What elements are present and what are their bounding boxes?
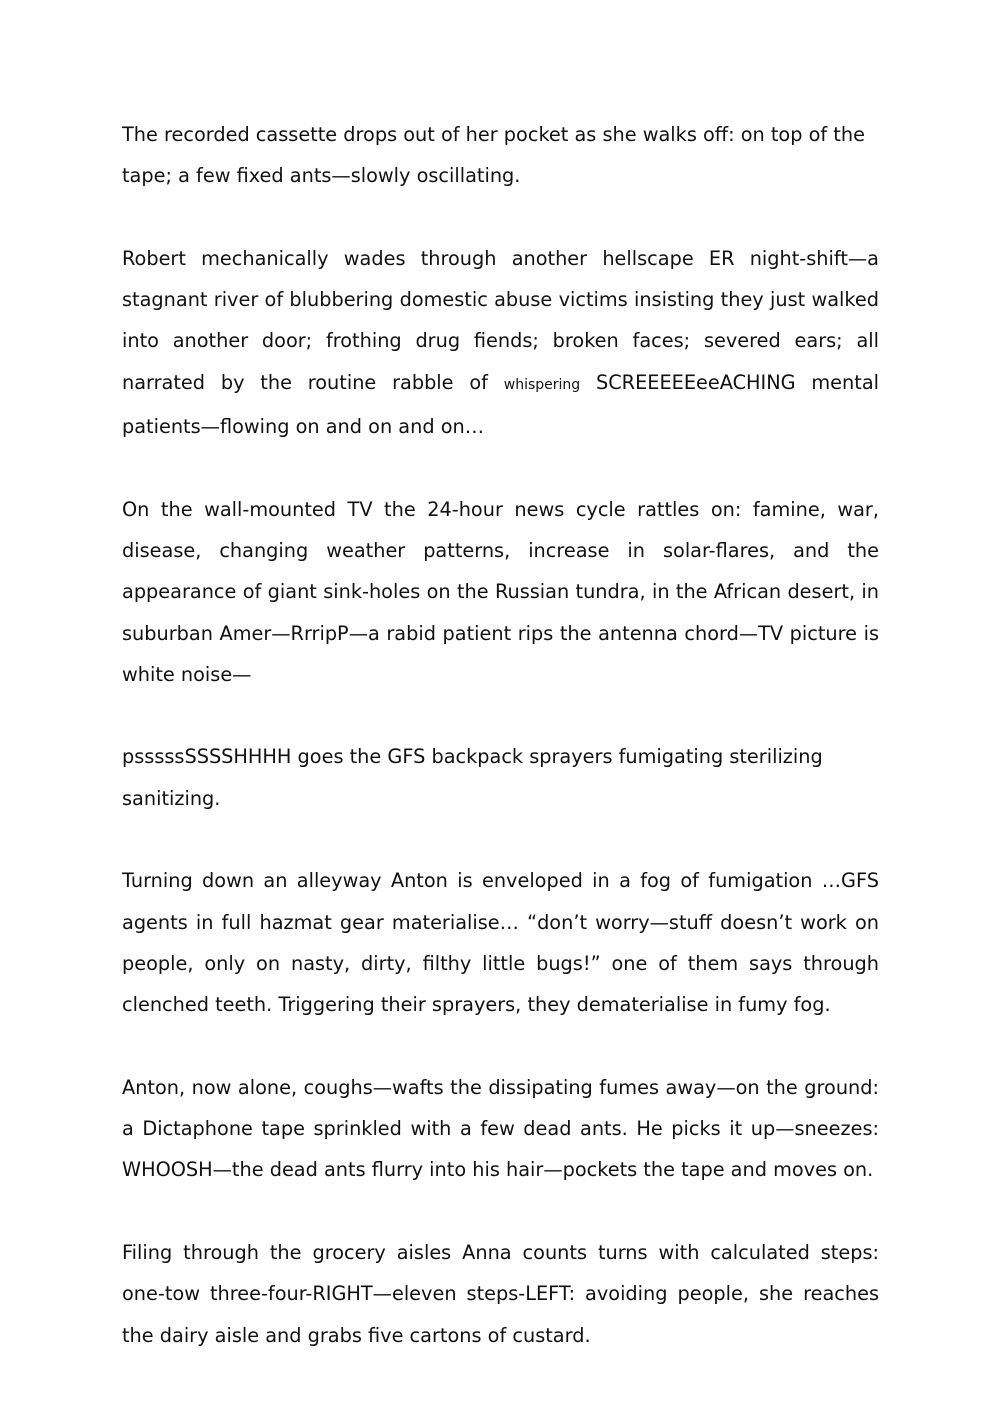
whispering-word: whispering — [503, 376, 581, 393]
paragraph-cassette: The recorded cassette drops out of her pocket as she walks off: on top of the tape; a few fixed ants—slowly oscillating. — [122, 123, 865, 188]
paragraph-alleyway: Turning down an alleyway Anton is enveloped in a fog of fumigation …GFS agents in full hazmat gear materialise… “don’t worry—stuff doesn’t work on people, only on nasty, dirty, filthy little bugs!” one of them says through clenched teeth. Triggering their sprayers, they dematerialise in fumy fog. — [122, 869, 879, 1017]
manuscript-body — [122, 114, 879, 1397]
paragraph-grocery: Filing through the grocery aisles Anna counts turns with calculated steps: one-tow three-four-RIGHT—eleven steps-LEFT: avoiding people, she reaches the dairy aisle and grabs five cartons of custard. — [122, 1241, 879, 1347]
paragraph-er-night-shift — [122, 238, 879, 447]
paragraph-dictaphone: Anton, now alone, coughs—wafts the dissipating fumes away—on the ground: a Dictaphone tape sprinkled with a few dead ants. He picks it up—sneezes: WHOOSH—the dead ants flurry into his hair—pockets the tape and moves on. — [122, 1075, 879, 1182]
paragraph-text-after: SCREEEEEeeACHING mental patients—flowing on and on and on… — [122, 370, 879, 439]
paragraph-tv-news: On the wall-mounted TV the 24-hour news cycle rattles on: famine, war, disease, changing weather patterns, increase in solar-flares, and the appearance of giant sink-holes on the Russian tundra, in the African desert, in suburban Amer—RrripP—a rabid patient rips the antenna chord—TV picture is white noise— — [122, 497, 879, 686]
paragraph-text-before: Robert mechanically wades through another hellscape ER night-shift—a stagnant river of blubbering domestic abuse victims insisting they just walked into another door; frothing drug fiends; broken faces; severed ears; all narrated by the routine rabble of — [122, 246, 879, 394]
paragraph-sprayers: psssssSSSSHHHH goes the GFS backpack sprayers fumigating sterilizing sanitizing. — [122, 745, 823, 810]
